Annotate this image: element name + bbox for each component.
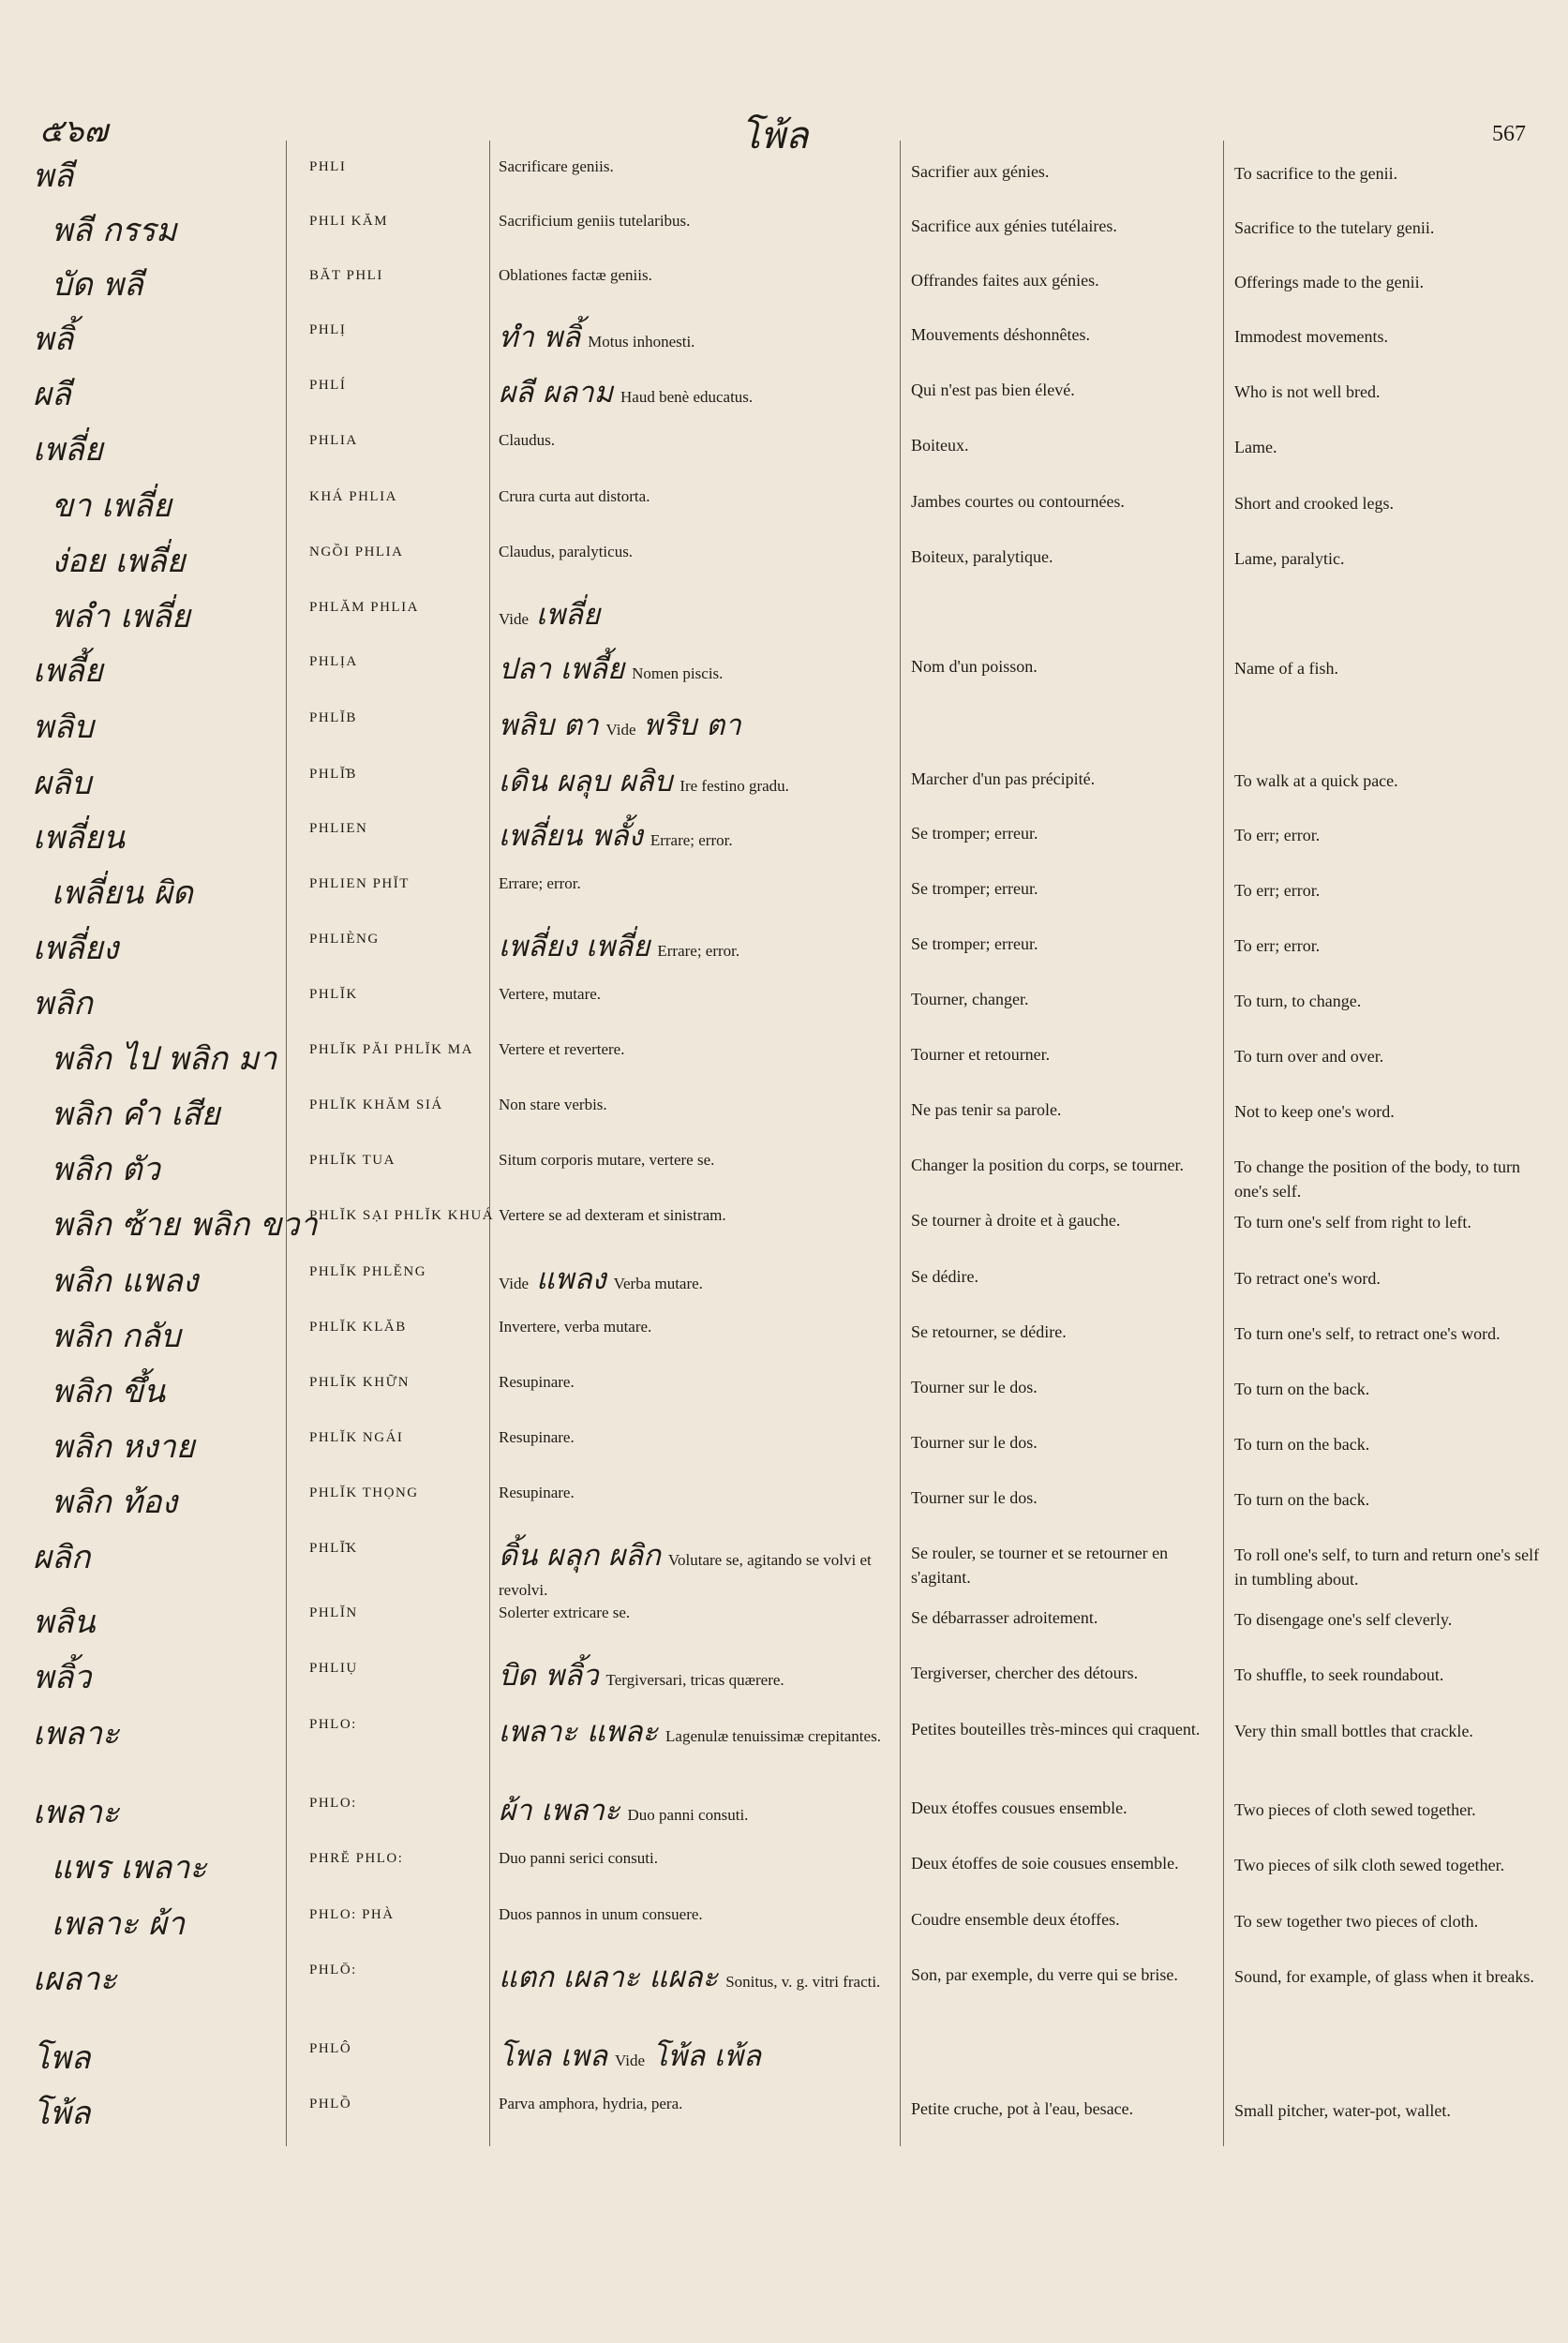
romanization: PHLĬK NGÁI — [309, 1430, 404, 1445]
page-number-thai: ๕๖๗ — [39, 114, 108, 149]
romanization: PHLIÈNG — [309, 932, 380, 947]
latin-text: Errare; error. — [650, 831, 733, 849]
latin-text: Duo panni serici consuti. — [499, 1849, 658, 1867]
english-definition: To roll one's self, to turn and return one's self in tumbling about. — [1234, 1545, 1540, 1589]
romanization: PHLĬB — [309, 710, 357, 725]
latin-definition — [499, 1202, 892, 1228]
headword-thai: เพลี่ยง — [33, 930, 119, 967]
column-rule-4 — [1223, 141, 1224, 2146]
headword-thai: พลิก คำ เสีย — [52, 1096, 220, 1133]
english-definition: To sacrifice to the genii. — [1234, 164, 1398, 183]
latin-definition — [499, 427, 892, 453]
latin-definition — [499, 1711, 892, 1754]
french-definition: Se retourner, se dédire. — [911, 1322, 1067, 1341]
latin-definition — [499, 2036, 892, 2078]
english-definition: Who is not well bred. — [1234, 382, 1381, 401]
latin-definition — [499, 1314, 892, 1339]
latin-text: Duos pannos in unum consuere. — [499, 1905, 703, 1923]
french-definition: Se débarrasser adroitement. — [911, 1608, 1098, 1627]
headword-thai: พลิก ซ้าย พลิก ขวา — [52, 1206, 318, 1244]
french-definition: Deux étoffes de soie cousues ensemble. — [911, 1854, 1179, 1873]
romanization: PHLĬK — [309, 987, 358, 1002]
headword-thai: เพลี่ยน — [33, 819, 126, 857]
latin-text: Ire festino gradu. — [679, 777, 789, 795]
english-definition: To shuffle, to seek roundabout. — [1234, 1665, 1444, 1684]
romanization: PHLŌ: — [309, 1962, 357, 1977]
page-number: 567 — [1492, 122, 1526, 146]
english-definition: To walk at a quick pace. — [1234, 771, 1398, 790]
headword-thai: พลิน — [33, 1604, 96, 1641]
english-definition: To turn on the back. — [1234, 1435, 1370, 1454]
french-definition: Deux étoffes cousues ensemble. — [911, 1798, 1127, 1817]
english-definition: To disengage one's self cleverly. — [1234, 1610, 1453, 1629]
latin-text: Haud benè educatus. — [620, 388, 754, 406]
latin-text: Nomen piscis. — [632, 664, 724, 682]
french-definition: Petite cruche, pot à l'eau, besace. — [911, 2099, 1134, 2118]
latin-thai-reference: โพ้ล เพ้ล — [652, 2039, 761, 2073]
english-definition: Lame, paralytic. — [1234, 549, 1345, 568]
headword-thai: เพลาะ ผ้า — [52, 1905, 186, 1943]
latin-definition — [499, 1037, 892, 1062]
romanization: PHLIEN PHĬT — [309, 876, 410, 891]
romanization: PHLIỤ — [309, 1661, 358, 1676]
latin-text: Vide — [614, 2052, 645, 2069]
latin-definition — [499, 317, 892, 359]
headword-thai: เพลี่ยน ผิด — [52, 874, 193, 912]
english-definition: To change the position of the body, to turn one's self. — [1234, 1157, 1521, 1201]
headword-thai: พลิ้ — [33, 321, 74, 358]
romanization: BĂT PHLI — [309, 268, 383, 283]
latin-text: Resupinare. — [499, 1373, 575, 1391]
romanization: PHLI KĂM — [309, 214, 389, 229]
romanization: PHLĬN — [309, 1605, 358, 1620]
latin-text: Errare; error. — [499, 874, 581, 892]
english-definition: Small pitcher, water-pot, wallet. — [1234, 2101, 1451, 2120]
headword-thai: ง่อย เพลี่ย — [52, 543, 186, 580]
latin-thai-example: ทำ พลิ้ — [499, 321, 581, 354]
romanization: PHLĬK KHĂM SIÁ — [309, 1097, 443, 1112]
latin-definition — [499, 1425, 892, 1450]
french-definition: Son, par exemple, du verre qui se brise. — [911, 1965, 1178, 1984]
english-definition: To turn one's self from right to left. — [1234, 1213, 1471, 1231]
romanization: PHLIA — [309, 433, 358, 448]
latin-thai-example: ปลา เพลี้ย — [499, 652, 625, 686]
headword-thai: บัด พลี — [52, 266, 143, 304]
english-definition: To turn one's self, to retract one's word. — [1234, 1324, 1501, 1343]
latin-definition — [499, 154, 892, 179]
latin-definition — [499, 981, 892, 1007]
latin-definition — [499, 761, 892, 803]
headword-thai: พลิ้ว — [33, 1659, 92, 1696]
romanization: PHLO: — [309, 1796, 357, 1811]
headword-thai: เพลาะ — [33, 1715, 120, 1753]
latin-text: Vertere se ad dexteram et sinistram. — [499, 1206, 726, 1224]
romanization: PHLĬK SẠI PHLĬK KHUÁ — [309, 1208, 495, 1223]
french-definition: Jambes courtes ou contournées. — [911, 492, 1125, 511]
latin-text: Tergiversari, tricas quærere. — [605, 1671, 784, 1689]
french-definition: Offrandes faites aux génies. — [911, 271, 1099, 290]
headword-thai: พลิก ขึ้น — [52, 1373, 166, 1410]
latin-text: Vertere, mutare. — [499, 985, 602, 1003]
french-definition: Mouvements déshonnêtes. — [911, 325, 1090, 344]
latin-text: Resupinare. — [499, 1428, 575, 1446]
latin-text: Volutare se, agitando se volvi et revolvi. — [499, 1551, 872, 1599]
latin-definition — [499, 1092, 892, 1117]
romanization: PHLỊA — [309, 654, 358, 669]
latin-text: Motus inhonesti. — [588, 333, 695, 351]
french-definition: Boiteux, paralytique. — [911, 547, 1053, 566]
latin-text: Vide — [605, 721, 636, 739]
latin-text: Non stare verbis. — [499, 1096, 607, 1113]
latin-text: Sonitus, v. g. vitri fracti. — [725, 1973, 881, 1991]
french-definition: Sacrifice aux génies tutélaires. — [911, 216, 1117, 235]
column-rule-3 — [900, 141, 901, 2146]
latin-text: Situm corporis mutare, vertere se. — [499, 1151, 715, 1169]
latin-text: Lagenulæ tenuissimæ crepitantes. — [665, 1727, 881, 1745]
headword-thai: โพล — [33, 2039, 91, 2077]
latin-definition — [499, 539, 892, 564]
headword-thai: ผลิก — [33, 1539, 91, 1576]
latin-thai-example: ดิ้น ผลุก ผลิก — [499, 1539, 661, 1573]
french-definition: Nom d'un poisson. — [911, 657, 1038, 676]
romanization: PHLI — [309, 159, 347, 174]
latin-definition — [499, 815, 892, 858]
latin-text: Vertere et revertere. — [499, 1040, 625, 1058]
romanization: PHLĬK THỌNG — [309, 1485, 419, 1500]
romanization: PHLÔ — [309, 2041, 352, 2056]
latin-text: Resupinare. — [499, 1484, 575, 1501]
french-definition: Tourner, changer. — [911, 990, 1029, 1008]
latin-text: Vide — [499, 610, 530, 628]
column-rule-1 — [286, 141, 287, 2146]
latin-thai-reference: เพลี่ย — [536, 598, 601, 632]
romanization: PHLĂM PHLIA — [309, 600, 419, 615]
french-definition: Tourner sur le dos. — [911, 1433, 1038, 1452]
english-definition: Two pieces of cloth sewed together. — [1234, 1800, 1476, 1819]
english-definition: To turn over and over. — [1234, 1047, 1384, 1066]
romanization: PHLIEN — [309, 821, 368, 836]
headword-thai: เผลาะ — [33, 1961, 117, 1998]
english-definition: To err; error. — [1234, 826, 1321, 844]
headword-thai: พลิก — [33, 985, 93, 1022]
latin-definition — [499, 871, 892, 896]
french-definition: Tourner sur le dos. — [911, 1488, 1038, 1507]
latin-text: Sacrificium geniis tutelaribus. — [499, 212, 691, 230]
latin-thai-example: เดิน ผลุบ ผลิบ — [499, 765, 673, 798]
latin-text: Duo panni consuti. — [627, 1806, 749, 1824]
latin-text: Crura curta aut distorta. — [499, 487, 650, 505]
romanization: PHLĬK TUA — [309, 1153, 396, 1168]
latin-definition — [499, 2091, 892, 2116]
english-definition: Not to keep one's word. — [1234, 1102, 1395, 1121]
headword-thai: ผลิบ — [33, 765, 92, 802]
english-definition: Sacrifice to the tutelary genii. — [1234, 218, 1435, 237]
headword-thai: พลิก กลับ — [52, 1318, 181, 1355]
latin-text: Invertere, verba mutare. — [499, 1318, 652, 1336]
headword-thai: โพ้ล — [33, 2095, 91, 2132]
headword-thai: เพลี่ย — [33, 431, 103, 469]
latin-text: Solerter extricare se. — [499, 1604, 631, 1621]
romanization: PHLĬ̃B — [309, 767, 357, 782]
french-definition: Ne pas tenir sa parole. — [911, 1100, 1062, 1119]
latin-definition — [499, 1957, 892, 1999]
latin-text: Oblationes factæ geniis. — [499, 266, 652, 284]
headword-thai: พลี — [33, 157, 74, 195]
latin-thai-example: เพลี่ยน พลั้ง — [499, 819, 643, 853]
latin-definition — [499, 1655, 892, 1697]
latin-definition — [499, 1535, 892, 1603]
latin-definition — [499, 926, 892, 968]
latin-thai-example: บิด พลิ้ว — [499, 1659, 599, 1693]
latin-definition — [499, 1147, 892, 1172]
english-definition: To err; error. — [1234, 881, 1321, 900]
romanization: PHLĬ̃K — [309, 1541, 358, 1556]
latin-definition — [499, 649, 892, 691]
latin-text: Parva amphora, hydria, pera. — [499, 2095, 683, 2112]
latin-thai-reference: พริบ ตา — [643, 709, 741, 742]
headword-thai: พลิบ — [33, 709, 94, 746]
romanization: NGỒI PHLIA — [309, 545, 404, 560]
latin-definition — [499, 372, 892, 414]
headword-thai: ขา เพลี่ย — [52, 487, 172, 525]
headword-thai: พลิก ตัว — [52, 1151, 160, 1188]
latin-definition — [499, 1600, 892, 1625]
french-definition: Sacrifier aux génies. — [911, 162, 1050, 181]
english-definition: To err; error. — [1234, 936, 1321, 955]
latin-thai-example: พลิบ ตา — [499, 709, 599, 742]
headword-thai: พลิก ไป พลิก มา — [52, 1040, 277, 1078]
latin-thai-example: ผ้า เพลาะ — [499, 1794, 620, 1828]
headword-thai: พลี กรรม — [52, 212, 177, 249]
english-definition: Offerings made to the genii. — [1234, 273, 1425, 291]
french-definition: Qui n'est pas bien élevé. — [911, 381, 1075, 399]
english-definition: Immodest movements. — [1234, 327, 1388, 346]
headword-thai: แพร เพลาะ — [52, 1849, 207, 1887]
headword-thai: พลิก หงาย — [52, 1428, 195, 1466]
english-definition: Name of a fish. — [1234, 659, 1338, 678]
romanization: PHLÍ — [309, 378, 347, 393]
romanization: PHLĬK KHỮN — [309, 1375, 411, 1390]
latin-text: Sacrificare geniis. — [499, 157, 614, 175]
latin-definition — [499, 1369, 892, 1395]
english-definition: Short and crooked legs. — [1234, 494, 1394, 513]
english-definition: To turn, to change. — [1234, 992, 1362, 1010]
latin-thai-example: แตก เผลาะ แผละ — [499, 1961, 719, 1994]
romanization: KHÁ PHLIA — [309, 489, 397, 504]
latin-thai-example: โพล เพล — [499, 2039, 607, 2073]
english-definition: To sew together two pieces of cloth. — [1234, 1912, 1479, 1931]
latin-text: Claudus. — [499, 431, 555, 449]
latin-thai-reference: แพลง — [536, 1262, 606, 1296]
french-definition: Se dédire. — [911, 1267, 978, 1286]
english-definition: Sound, for example, of glass when it breaks. — [1234, 1967, 1534, 1986]
french-definition: Se tromper; erreur. — [911, 934, 1038, 953]
french-definition: Se tourner à droite et à gauche. — [911, 1211, 1121, 1230]
headword-thai: เพลี้ย — [33, 652, 103, 690]
latin-thai-example: เพลี่ยง เพลี่ย — [499, 930, 650, 963]
french-definition: Se tromper; erreur. — [911, 824, 1038, 843]
french-definition: Tourner sur le dos. — [911, 1378, 1038, 1396]
latin-text: Claudus, paralyticus. — [499, 543, 634, 560]
romanization: PHLỒ — [309, 2097, 352, 2112]
english-definition: To retract one's word. — [1234, 1269, 1381, 1288]
headword-thai: พลิก ท้อง — [52, 1484, 178, 1521]
running-head: โพ้ล — [740, 114, 809, 157]
french-definition: Marcher d'un pas précipité. — [911, 769, 1096, 788]
latin-definition — [499, 1790, 892, 1832]
french-definition: Coudre ensemble deux étoffes. — [911, 1910, 1120, 1929]
english-definition: Two pieces of silk cloth sewed together. — [1234, 1856, 1505, 1874]
english-definition: Lame. — [1234, 438, 1277, 456]
english-definition: To turn on the back. — [1234, 1490, 1370, 1509]
latin-definition — [499, 262, 892, 288]
romanization: PHLO: — [309, 1717, 357, 1732]
latin-text: Errare; error. — [657, 942, 740, 960]
headword-thai: พลำ เพลี่ย — [52, 598, 190, 635]
latin-definition — [499, 1480, 892, 1505]
english-definition: To turn on the back. — [1234, 1380, 1370, 1398]
french-definition: Tergiverser, chercher des détours. — [911, 1664, 1139, 1682]
latin-definition — [499, 208, 892, 233]
romanization: PHLĬK PĂI PHLĬK MA — [309, 1042, 473, 1057]
latin-text-tail: Verba mutare. — [613, 1275, 703, 1292]
romanization: PHRĔ PHLO: — [309, 1851, 404, 1866]
headword-thai: พลิก แพลง — [52, 1262, 199, 1300]
romanization: PHLĬK KLĂB — [309, 1320, 407, 1335]
latin-thai-example: เพลาะ แพละ — [499, 1715, 659, 1749]
romanization: PHLĬK PHLĔNG — [309, 1264, 427, 1279]
french-definition: Boiteux. — [911, 436, 969, 455]
french-definition: Changer la position du corps, se tourner. — [911, 1156, 1184, 1174]
latin-definition — [499, 1902, 892, 1927]
latin-definition — [499, 484, 892, 509]
latin-text: Vide — [499, 1275, 530, 1292]
latin-definition — [499, 705, 892, 747]
headword-thai: เพลาะ — [33, 1794, 120, 1831]
romanization: PHLO: PHÀ — [309, 1907, 395, 1922]
french-definition: Tourner et retourner. — [911, 1045, 1051, 1064]
english-definition: Very thin small bottles that crackle. — [1234, 1722, 1473, 1740]
latin-definition — [499, 594, 892, 636]
romanization: PHLỊ — [309, 322, 347, 337]
french-definition: Se rouler, se tourner et se retourner en s'agitant. — [911, 1544, 1169, 1588]
latin-thai-example: ผลี ผลาม — [499, 376, 614, 410]
latin-definition — [499, 1259, 892, 1301]
headword-thai: ผลี — [33, 376, 71, 413]
latin-definition — [499, 1845, 892, 1871]
french-definition: Petites bouteilles très-minces qui craquent. — [911, 1720, 1201, 1739]
french-definition: Se tromper; erreur. — [911, 879, 1038, 898]
